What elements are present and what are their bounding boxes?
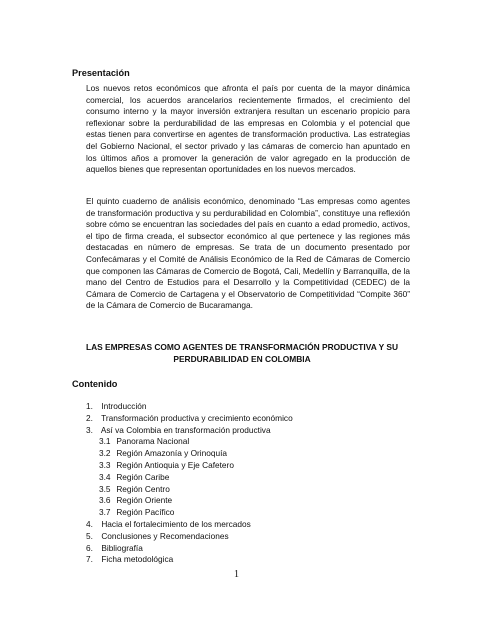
toc-item-number: 3.2 [99,448,111,459]
presentation-paragraph-2: El quinto cuaderno de análisis económico, denominado “Las empresas como agentes de transformación productiva y su perdurabilidad en Colombia”, constituye una reflexión sobre cómo se encuentran las sociedades del país en cuanto a edad promedio, activos, el tipo de firma creada, el subsector económico al que pertenece y las regiones más destacadas en número de empresas. Se trata de un documento presentado por Confecámaras y el Comité de Análisis Económico de la Red de Cámaras de Comercio que componen las Cámaras de Comercio de Bogotá, Cali, Medellín y Barranquilla, de la mano del Centro de Estudios para el Desarrollo y la Competitividad (CEDEC) de la Cámara de Comercio de Cartagena y el Observatorio de Competitividad “Compite 360” de la Cámara de Comercio de Bucaramanga. [86,196,410,311]
toc-item-number: 2. [86,412,93,423]
toc-subitem [86,495,293,507]
toc-item-label: Panorama Nacional [116,436,190,447]
toc-item-number: 5. [86,530,93,541]
toc-subitem [86,472,293,484]
toc-item-label: Transformación productiva y crecimiento económico [101,412,293,423]
toc-item-number: 3.3 [99,459,111,470]
toc-item-number: 3.4 [99,471,111,482]
toc-item [86,554,293,566]
toc-item-label: Hacia el fortalecimiento de los mercados [101,518,251,529]
document-title: LAS EMPRESAS COMO AGENTES DE TRANSFORMACIÓN PRODUCTIVA Y SU PERDURABILIDAD EN COLOMBIA [85,342,399,364]
toc-item-label: Región Amazonía y Orinoquía [116,448,228,459]
toc-item-label: Región Pacífico [116,507,175,518]
toc-item [86,519,293,531]
toc-subitem [86,484,293,496]
toc-item-label: Región Caribe [116,471,170,482]
toc-item [86,401,293,413]
toc-item-label: Así va Colombia en transformación productiva [100,424,271,435]
toc-item-number: 3.1 [99,436,111,447]
toc-item-number: 3.7 [99,507,111,518]
toc-item-label: Ficha metodológica [101,554,174,565]
toc-item-label: Región Centro [116,483,170,494]
toc-item-number: 6. [86,542,93,553]
toc-subitem [86,507,293,519]
toc-item-number: 3.5 [99,483,111,494]
table-of-contents [86,401,293,566]
toc-item-number: 4. [86,518,93,529]
toc-item-number: 3.6 [99,495,111,506]
toc-item-number: 7. [86,554,93,565]
toc-item-label: Conclusiones y Recomendaciones [101,530,229,541]
page-number: 1 [234,569,239,580]
toc-item-number: 1. [86,401,93,411]
toc-subitem [86,448,293,460]
toc-item [86,531,293,543]
presentation-paragraph-1: Los nuevos retos económicos que afronta el país por cuenta de la mayor dinámica comercial, los acuerdos arancelarios recientemente firmados, el crecimiento del consumo interno y la mayor inversión extranjera resultan un escenario propicio para reflexionar sobre la perdurabilidad de las empresas en Colombia y el potencial que estas tienen para convertirse en agentes de transformación productiva. Las estrategias del Gobierno Nacional, el sector privado y las cámaras de comercio han apuntado en los últimos años a promover la generación de valor agregado en la producción de aquellos bienes que representan oportunidades en los nuevos mercados. [86,83,410,175]
toc-item [86,413,293,425]
presentation-heading: Presentación [72,68,130,78]
toc-item [86,425,293,437]
toc-item-label: Región Oriente [116,495,173,506]
contents-heading: Contenido [72,379,118,389]
toc-subitem [86,460,293,472]
toc-subitem [86,436,293,448]
toc-item [86,543,293,555]
toc-item-label: Región Antioquia y Eje Cafetero [116,459,234,470]
toc-item-label: Bibliografía [101,542,143,553]
toc-item-label: Introducción [101,401,147,411]
toc-item-number: 3. [86,424,93,435]
